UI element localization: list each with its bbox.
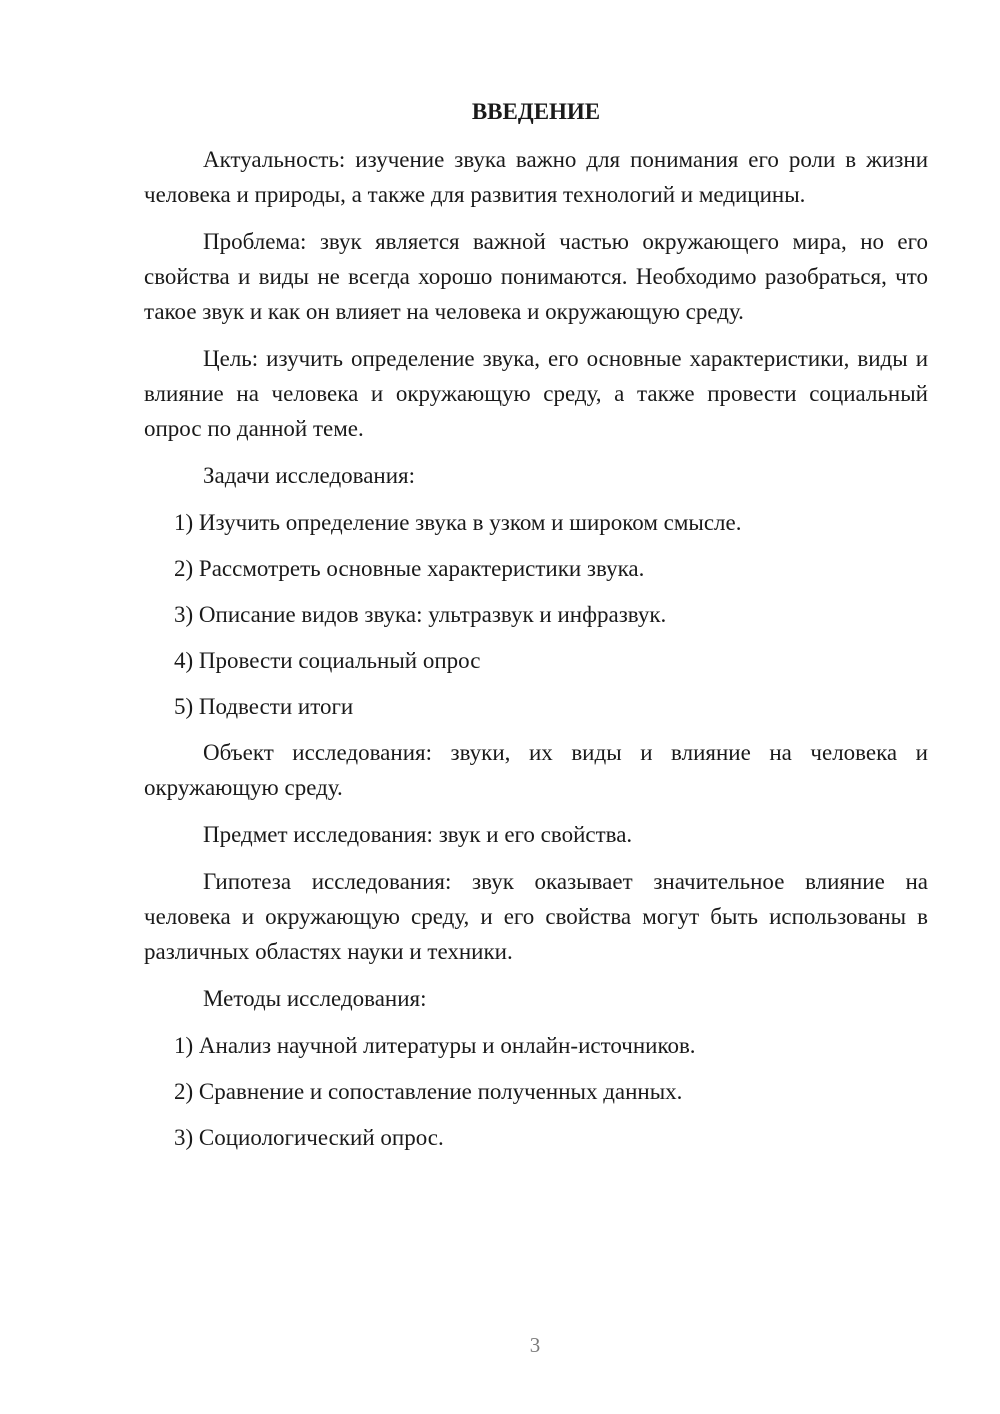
object-paragraph: Объект исследования: звуки, их виды и влияние на человека и окружающую среду.	[144, 740, 928, 800]
method-item: 3) Социологический опрос.	[174, 1125, 444, 1150]
goal-paragraph: Цель: изучить определение звука, его основные характеристики, виды и влияние на человека и окружающую среду, а также провести социальный опрос по данной теме.	[144, 346, 928, 441]
task-item: 1) Изучить определение звука в узком и широком смысле.	[174, 510, 742, 535]
task-item: 2) Рассмотреть основные характеристики звука.	[174, 556, 645, 581]
method-item: 2) Сравнение и сопоставление полученных данных.	[174, 1079, 683, 1104]
problem-paragraph: Проблема: звук является важной частью окружающего мира, но его свойства и виды не всегда хорошо понимаются. Необходимо разобраться, что такое звук и как он влияет на человека и окружающую среду.	[144, 229, 928, 324]
method-item: 1) Анализ научной литературы и онлайн-источников.	[174, 1033, 696, 1058]
page-content	[144, 94, 928, 1166]
relevance-paragraph: Актуальность: изучение звука важно для понимания его роли в жизни человека и природы, а также для развития технологий и медицины.	[144, 147, 928, 207]
task-item: 4) Провести социальный опрос	[174, 648, 481, 673]
tasks-heading: Задачи исследования:	[203, 463, 416, 488]
methods-heading: Методы исследования:	[203, 986, 427, 1011]
page-number: 3	[529, 1333, 541, 1357]
subject-paragraph: Предмет исследования: звук и его свойства.	[203, 822, 633, 847]
task-item: 3) Описание видов звука: ультразвук и инфразвук.	[174, 602, 667, 627]
task-item: 5) Подвести итоги	[174, 694, 354, 719]
page-title: ВВЕДЕНИЕ	[471, 99, 601, 124]
hypothesis-paragraph: Гипотеза исследования: звук оказывает значительное влияние на человека и окружающую среду, и его свойства могут быть использованы в различных областях науки и техники.	[144, 869, 928, 964]
